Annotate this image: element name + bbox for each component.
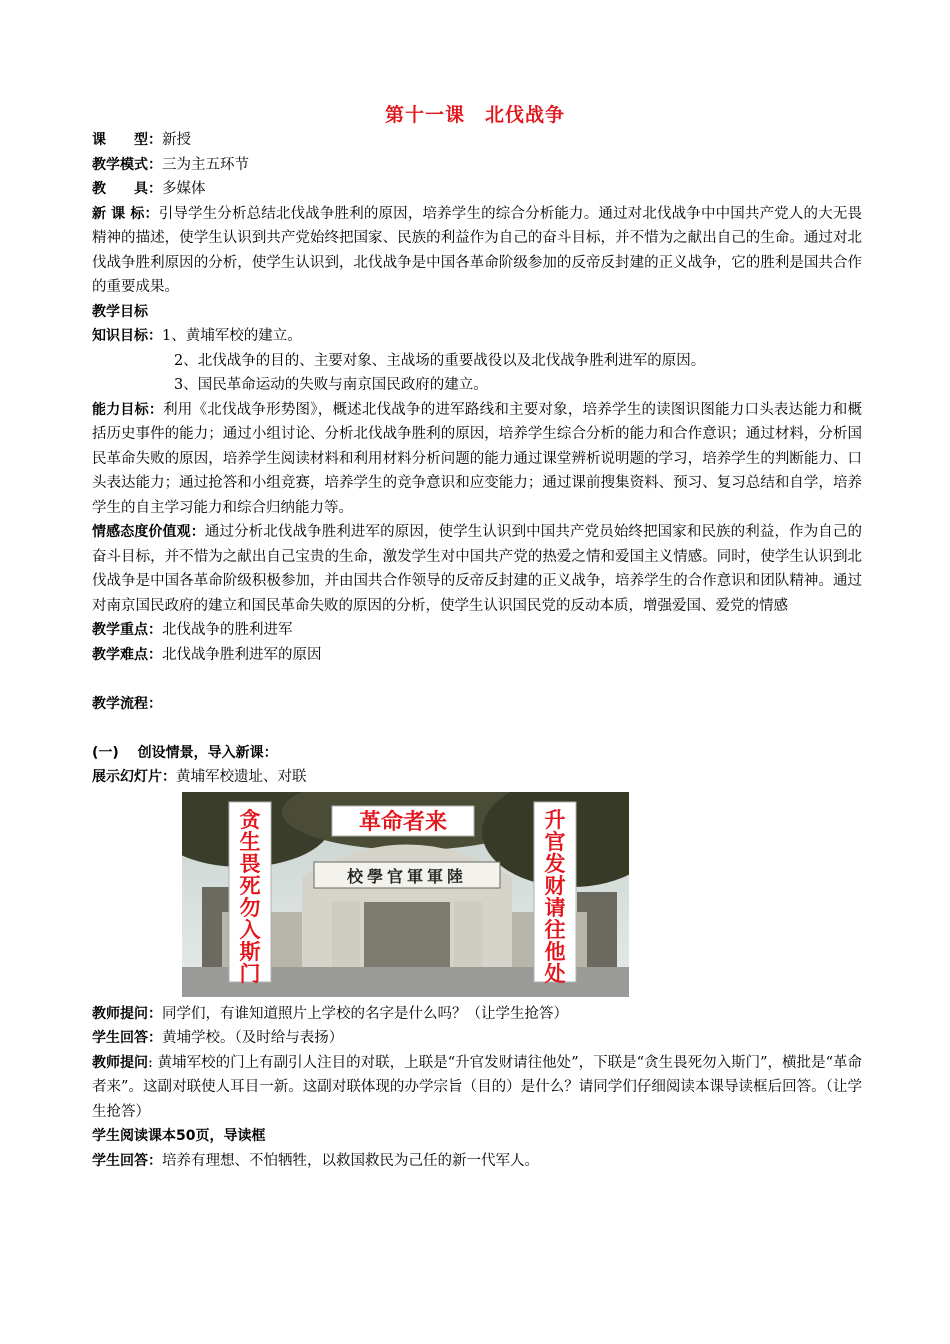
field-value: 黄埔军校遗址、对联 — [176, 769, 307, 785]
field-label: 新 课 标： — [92, 205, 159, 222]
slide-row — [92, 765, 862, 790]
whampoa-gate-photo — [182, 792, 629, 997]
field-label: 学生回答： — [92, 1030, 162, 1046]
field-label: 教学难点： — [92, 646, 162, 663]
field-value: 北伐战争的胜利进军 — [162, 622, 293, 638]
emotion-goals-paragraph — [92, 520, 862, 618]
field-value: 利用《北伐战争形势图》，概述北伐战争的进军路线和主要对象，培养学生的读图识图能力口头表达能力和概括历史事件的能力；通过小组讨论、分析北伐战争胜利的原因，培养学生综合分析的能力和合作意识；通过材料，分析国民革命失败的原因，培养学生阅读材料和利用材料分析问题的能力通过课堂辨析说明题的学习，培养学生的判断能力、口头表达能力；通过抢答和小组竞赛，培养学生的竞争意识和应变能力；通过课前搜集资料、预习、复习总结和自学，培养学生的自主学习能力和综合归纳能力等。 — [92, 401, 863, 516]
section-1-heading: (一) 创设情景，导入新课： — [92, 744, 278, 761]
lesson-title: 第十一课 北伐战争 — [384, 104, 565, 126]
student-answer-1 — [92, 1026, 862, 1051]
knowledge-goal-1 — [92, 324, 862, 349]
goals-heading: 教学目标 — [92, 303, 148, 320]
field-label: 教师提问 — [92, 1054, 149, 1071]
teaching-mode-row — [92, 153, 862, 178]
field-label: 展示幻灯片： — [92, 769, 176, 785]
banner-text: 革命者来 — [358, 809, 448, 835]
field-label: 教 具： — [92, 181, 162, 197]
field-label: 教师提问： — [92, 1005, 162, 1022]
right-couplet-text: 升官发财请往他处 — [544, 807, 566, 986]
course-type-row — [92, 128, 862, 153]
reading-instruction: 学生阅读课本50页，导读框 — [92, 1128, 266, 1144]
field-value: 引导学生分析总结北伐战争胜利的原因，培养学生的综合分析能力。通过对北伐战争中中国共产党人的大无畏精神的描述，使学生认识到共产党始终把国家、民族的利益作为自己的奋斗目标，并不惜为之献出自己的生命。通过对北伐战争胜利原因的分析，使学生认识到，北伐战争是中国各革命阶级参加的反帝反封建的正义战争，它的胜利是国共合作的重要成果。 — [92, 205, 862, 295]
gate-plaque-text: 校學官軍軍陸 — [346, 866, 468, 886]
new-standard-paragraph — [92, 202, 862, 300]
field-label: 教学重点： — [92, 622, 162, 638]
field-value: 北伐战争胜利进军的原因 — [162, 646, 322, 663]
field-label: 知识目标： — [92, 328, 162, 344]
photo-container — [92, 790, 862, 1002]
field-label: 情感态度价值观： — [92, 524, 205, 540]
field-value: 黄埔学校。（及时给与表扬） — [162, 1030, 344, 1046]
field-label: 教学模式： — [92, 156, 162, 173]
left-couplet-text: 贪生畏死勿入斯门 — [239, 807, 261, 986]
spacer — [92, 716, 862, 741]
teacher-question-1 — [92, 1002, 862, 1027]
field-label: 课 型： — [92, 132, 162, 148]
key-point-row — [92, 618, 862, 643]
field-label: 能力目标： — [92, 401, 164, 418]
ability-goals-paragraph — [92, 398, 862, 521]
student-answer-2 — [92, 1149, 862, 1174]
spacer — [92, 667, 862, 692]
knowledge-goal-3: 3、国民革命运动的失败与南京国民政府的建立。 — [174, 377, 488, 393]
teacher-question-2 — [92, 1051, 862, 1125]
field-value: 通过分析北伐战争胜利进军的原因，使学生认识到中国共产党员始终把国家和民族的利益，作为自己的奋斗目标，并不惜为之献出自己宝贵的生命，激发学生对中国共产党的热爱之情和爱国主义情感。同时，使学生认识到北伐战争是中国各革命阶级积极参加，并由国共合作领导的反帝反封建的正义战争，培养学生的合作意识和团队精神。通过对南京国民政府的建立和国民革命失败的原因的分析，使学生认识国民党的反动本质，增强爱国、爱党的情感 — [92, 524, 863, 614]
field-value: 新授 — [162, 132, 191, 148]
teaching-tools-row — [92, 177, 862, 202]
difficult-point-row — [92, 643, 862, 668]
field-value: 三为主五环节 — [162, 156, 249, 173]
field-value: 培养有理想、不怕牺牲，以救国救民为己任的新一代军人。 — [162, 1152, 539, 1169]
goal-item: 1、黄埔军校的建立。 — [162, 328, 302, 344]
knowledge-goal-2: 2、北伐战争的目的、主要对象、主战场的重要战役以及北伐战争胜利进军的原因。 — [174, 352, 706, 369]
field-value: 同学们，有谁知道照片上学校的名字是什么吗？（让学生抢答） — [162, 1005, 568, 1022]
field-value: : 黄埔军校的门上有副引人注目的对联，上联是“升官发财请往他处”，下联是“贪生畏死勿入斯门”，横批是“革命者来”。这副对联使人耳目一新。这副对联体现的办学宗旨（目的）是什么？请同学们仔细阅读本课导读框后回答。（让学生抢答） — [92, 1054, 863, 1120]
lesson-body — [92, 128, 862, 1173]
flow-heading: 教学流程： — [92, 695, 162, 712]
field-label: 学生回答： — [92, 1152, 162, 1169]
field-value: 多媒体 — [162, 181, 206, 197]
